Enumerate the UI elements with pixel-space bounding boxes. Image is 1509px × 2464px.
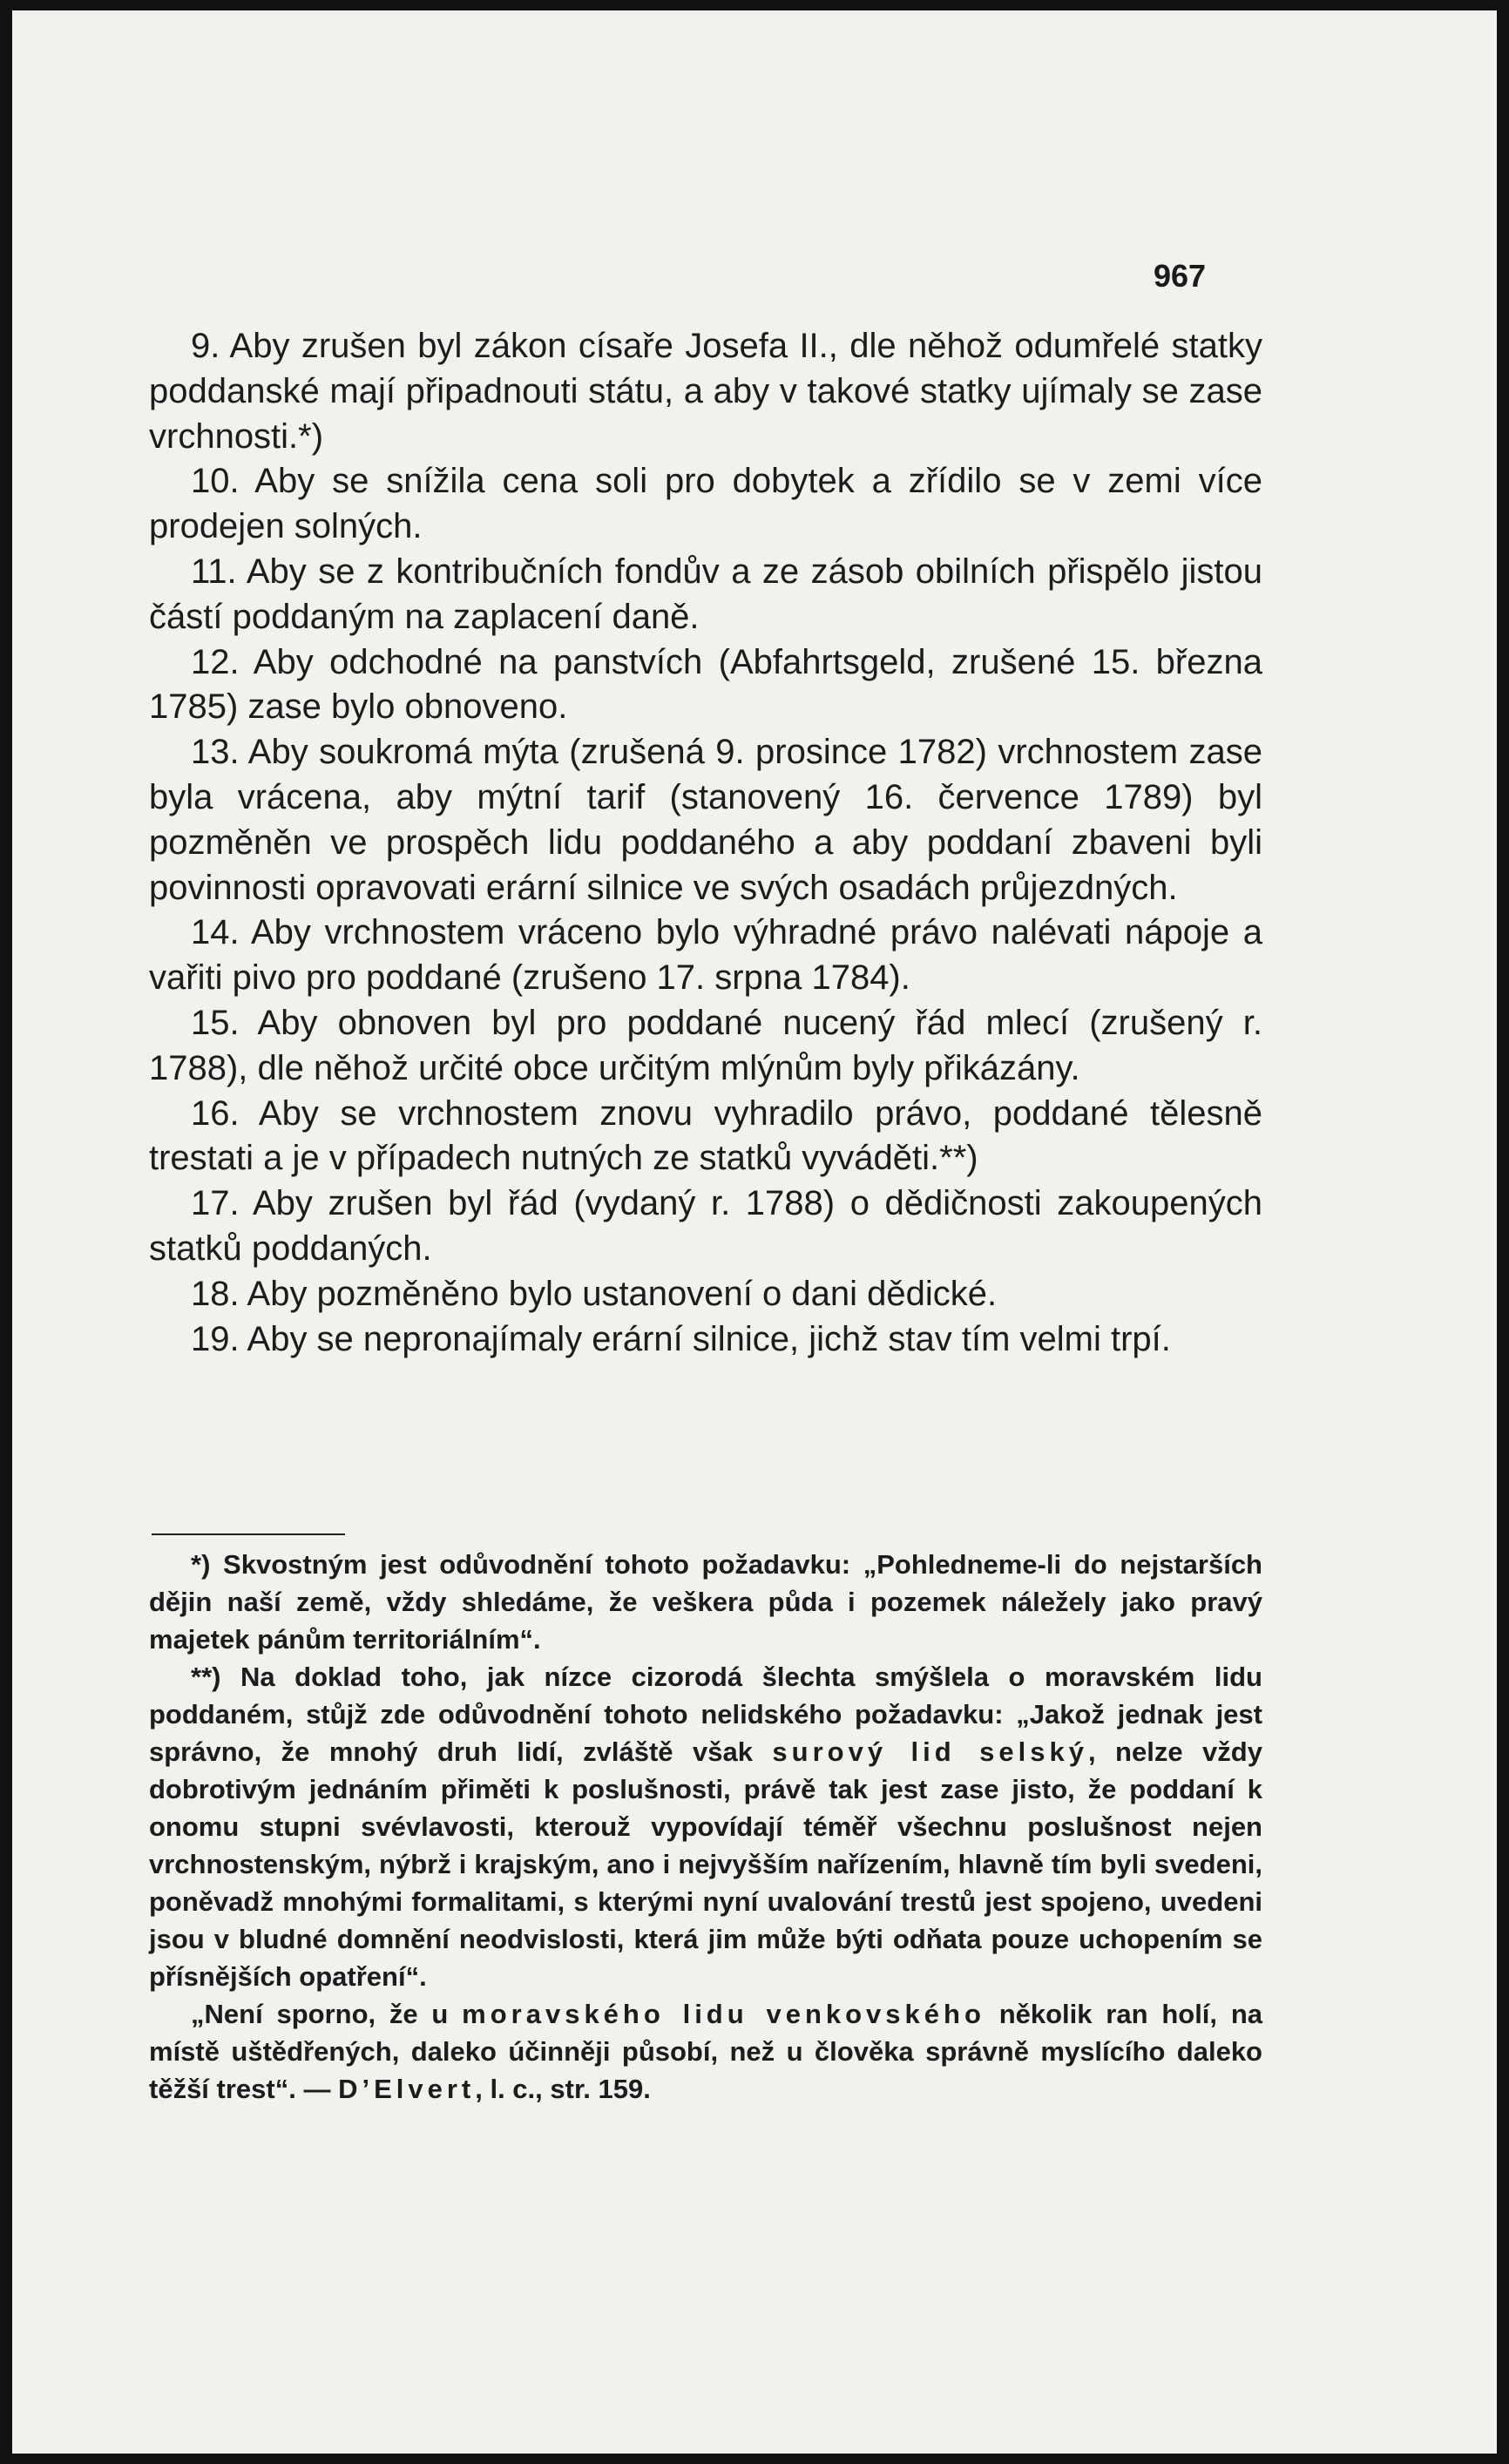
quote-text: „Není sporno, že u	[191, 1999, 463, 2029]
list-item: 15. Aby obnoven byl pro poddané nucený řád mlecí (zrušený r. 1788), dle něhož určité obce určitým mlýnům byly přikázány.	[149, 1003, 1262, 1087]
list-item: 16. Aby se vrchnostem znovu vyhradilo právo, poddané tělesně trestati a je v případech nutných ze statků vyváděti.**)	[149, 1093, 1262, 1178]
list-item: 13. Aby soukromá mýta (zrušená 9. prosince 1782) vrchnostem zase byla vrácena, aby mýtní tarif (stanovený 16. července 1789) byl pozměněn ve prospěch lidu poddaného a aby poddaní zbaveni byli povinnosti opravovati erární silnice ve svých osadách průjezdných.	[149, 733, 1262, 907]
list-item: 12. Aby odchodné na panstvích (Abfahrtsgeld, zrušené 15. března 1785) zase bylo obnoveno.	[149, 642, 1262, 727]
page-number: 967	[1154, 258, 1207, 294]
list-item: 9. Aby zrušen byl zákon císaře Josefa II., dle něhož odumřelé statky poddanské mají připadnouti státu, a aby v takové statky ujímaly se zase vrchnosti.*)	[149, 327, 1262, 456]
quote-text-cont: několik ran holí, na místě uštědřených, daleko účinněji působí, než u člověka správně myslícího daleko těžší trest“. —	[149, 1999, 1262, 2104]
footnotes	[149, 1546, 1262, 2108]
list-item: 10. Aby se snížila cena soli pro dobytek a zřídilo se v zemi více prodejen solných.	[149, 462, 1262, 546]
quote-citation: , l. c., str. 159.	[475, 2074, 651, 2104]
footnote-2-spaced-text: surový lid selský	[772, 1736, 1088, 1767]
footnote-2-quote	[149, 1995, 1262, 2108]
footnote-2-text-cont: , nelze vždy dobrotivým jednáním přiměti k poslušnosti, právě tak jest zase jisto, že poddaní k onomu stupni svévlavosti, kterouž vypovídají téměř všechnu poslušnost nejen vrchnostenským, nýbrž i krajským, ano i nejvyšším nařízením, hlavně tím byli svedeni, poněvadž mnohými formalitami, s kterými nyní uvalování trestů jest spojeno, uvedeni jsou v bludné domnění neodvislosti, která jim může býti odňata pouze uchopením se přísnějších opatření“.	[149, 1736, 1262, 1992]
list-item: 18. Aby pozměněno bylo ustanovení o dani dědické.	[191, 1274, 998, 1313]
quote-author: D’Elvert	[338, 2074, 476, 2104]
list-item: 19. Aby se nepronajímaly erární silnice, jichž stav tím velmi trpí.	[191, 1319, 1171, 1358]
footnote-2	[149, 1658, 1262, 1995]
list-item: 14. Aby vrchnostem vráceno bylo výhradné právo nalévati nápoje a vařiti pivo pro poddané (zrušeno 17. srpna 1784).	[149, 913, 1262, 998]
footnote-2-text: **) Na doklad toho, jak nízce cizorodá šlechta smýšlela o moravském lidu poddaném, stůjž zde odůvodnění tohoto nelidského požadavku: „Jakož jednak jest správno, že mnohý druh lidí, zvláště však	[149, 1662, 1262, 1767]
footnote-1: *) Skvostným jest odůvodnění tohoto požadavku: „Pohledneme-li do nejstarších dějin naší země, vždy shledáme, že veškera půda i pozemek náležely jako pravý majetek pánům territoriálním“.	[149, 1549, 1262, 1655]
quote-spaced-text: moravského lidu venkovského	[462, 1999, 985, 2029]
list-item: 17. Aby zrušen byl řád (vydaný r. 1788) o dědičnosti zakoupených statků poddaných.	[149, 1184, 1262, 1268]
footnote-divider	[152, 1533, 345, 1535]
demands-list	[149, 324, 1262, 1362]
list-item: 11. Aby se z kontribučních fondův a ze zásob obilních přispělo jistou částí poddaným na zaplacení daně.	[149, 552, 1262, 636]
book-page	[12, 10, 1497, 2454]
